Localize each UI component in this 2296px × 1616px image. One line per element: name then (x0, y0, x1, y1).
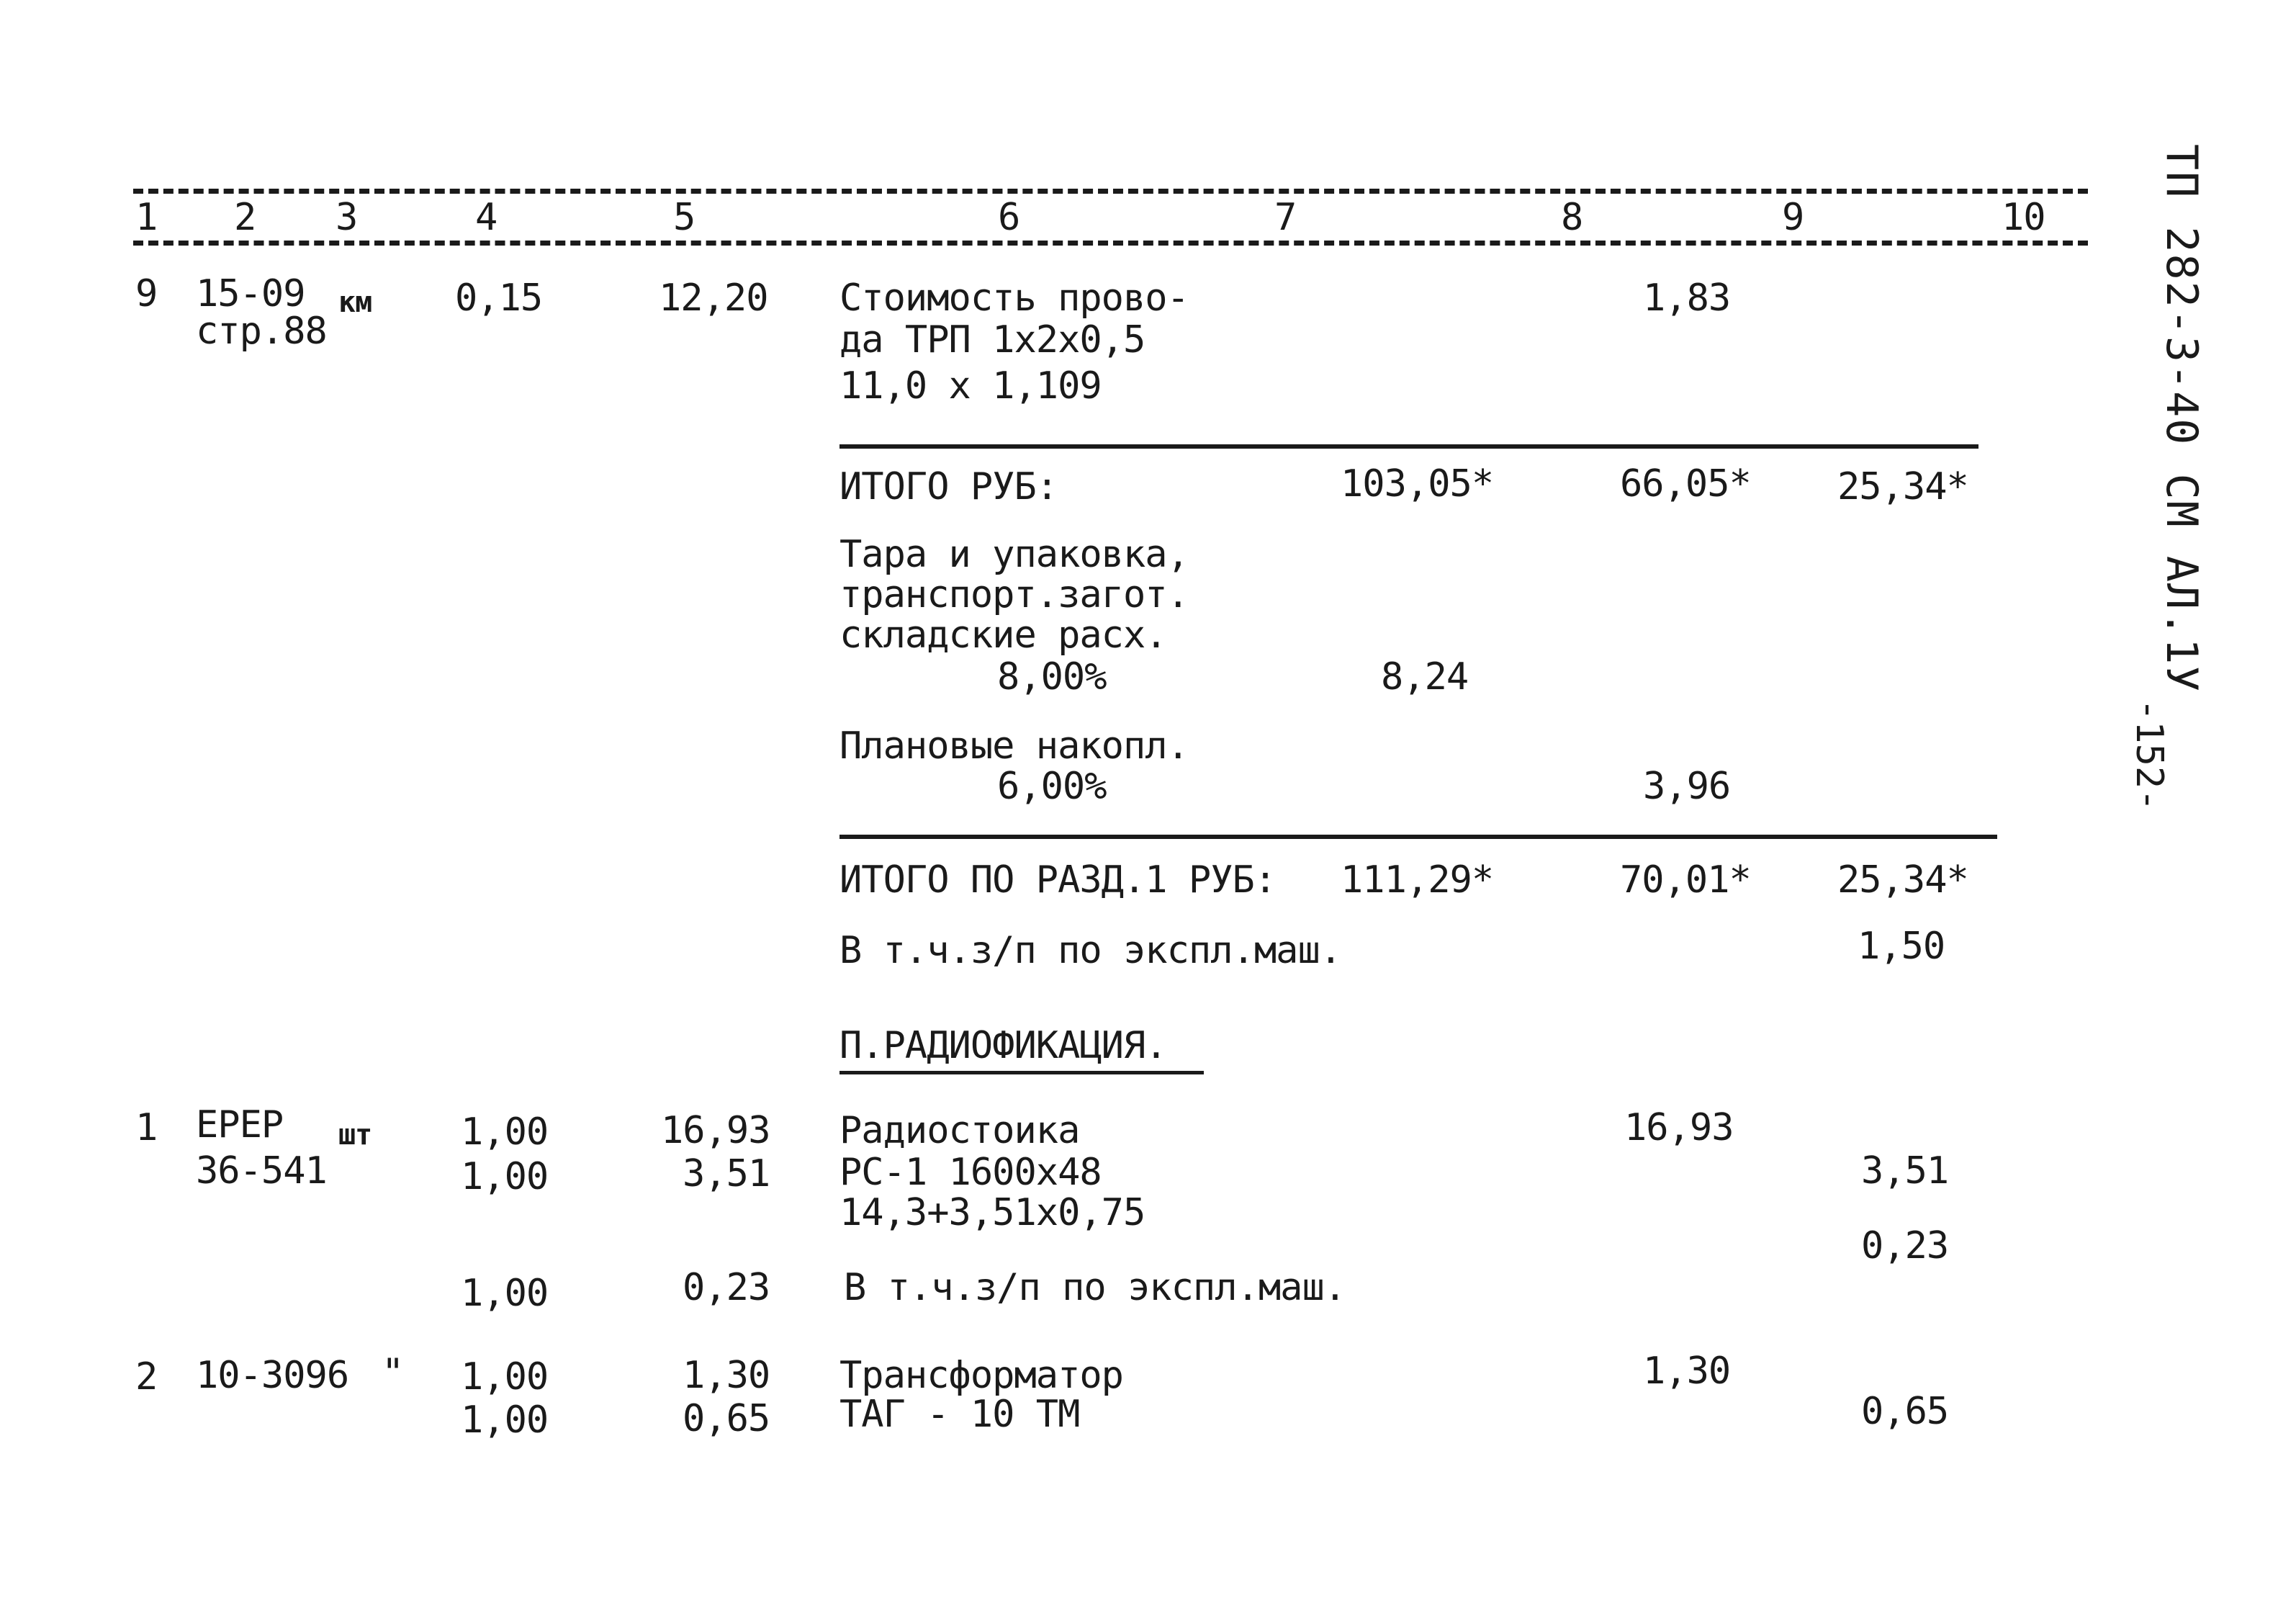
col8-value: 1,83 (1643, 277, 1731, 320)
quantity: 1,00 (461, 1355, 549, 1399)
col8-value: 66,05* (1620, 462, 1751, 506)
quantity: 1,00 (461, 1155, 549, 1198)
row-number: 2 (135, 1355, 158, 1399)
col-header-7: 7 (1274, 196, 1297, 239)
col9-value: 0,23 (1861, 1224, 1949, 1267)
row-number: 1 (135, 1106, 158, 1149)
description-line: Трансформатор (839, 1354, 1123, 1397)
description-line: 11,0 х 1,109 (839, 364, 1102, 408)
unit-price: 16,93 (661, 1109, 770, 1152)
section-title: П.РАДИОФИКАЦИЯ. (839, 1024, 1167, 1067)
description-line: Тара и упаковка, (839, 533, 1189, 576)
norm-code-number: 36-541 (196, 1149, 327, 1193)
description-line: ТАГ - 10 ТМ (839, 1393, 1080, 1436)
description-line: 14,3+3,51х0,75 (839, 1191, 1145, 1234)
norm-code-page: стр.88 (196, 310, 327, 353)
col9-value: 3,51 (1861, 1149, 1949, 1193)
unit-price: 12,20 (659, 277, 768, 320)
col-header-5: 5 (673, 196, 695, 239)
description-line: транспорт.загот. (839, 573, 1189, 616)
unit-price: 3,51 (683, 1152, 770, 1195)
quantity: 1,00 (461, 1110, 549, 1154)
unit-ditto: " (382, 1351, 404, 1394)
quantity: 0,15 (455, 277, 543, 320)
col9-value: 1,50 (1858, 925, 1945, 968)
norm-code: 15-09 (196, 272, 305, 315)
description-line: складские расх. (839, 614, 1167, 657)
col7-value: 8,24 (1381, 655, 1469, 699)
total-label: ИТОГО РУБ: (839, 465, 1058, 508)
quantity: 1,00 (461, 1272, 549, 1315)
col-header-4: 4 (475, 196, 498, 239)
col8-value: 3,96 (1643, 765, 1731, 808)
percent-value: 8,00% (997, 655, 1107, 699)
section-total-label: ИТОГО ПО РАЗД.1 РУБ: (839, 858, 1277, 902)
norm-code: 10-3096 (196, 1354, 349, 1397)
col-header-6: 6 (998, 196, 1020, 239)
col7-value: 111,29* (1341, 858, 1494, 902)
col7-value: 103,05* (1341, 462, 1494, 506)
description-line: Радиостоика (839, 1109, 1080, 1152)
col8-value: 70,01* (1620, 858, 1751, 902)
col-header-1: 1 (135, 196, 158, 239)
col-header-2: 2 (234, 196, 256, 239)
unit: шт (338, 1118, 372, 1152)
section-title-underline (839, 1071, 1204, 1074)
col9-value: 25,34* (1837, 858, 1968, 902)
unit-price: 0,65 (683, 1397, 770, 1440)
section-total-rule (839, 835, 1997, 839)
description-line: РС-1 1600х48 (839, 1151, 1102, 1194)
description-line: Стоимость прово- (839, 277, 1189, 320)
quantity: 1,00 (461, 1399, 549, 1442)
col-header-10: 10 (2002, 196, 2045, 239)
unit-price: 0,23 (683, 1266, 770, 1309)
page-number: -152- (2128, 699, 2171, 812)
document-code: ТП 282-3-40 СМ АЛ.1У (2156, 144, 2207, 693)
subtotal-rule (839, 444, 1978, 449)
col-header-3: 3 (336, 196, 358, 239)
unit: км (338, 286, 372, 319)
header-top-rule (133, 189, 2088, 194)
col9-value: 0,65 (1861, 1390, 1949, 1433)
unit-price: 1,30 (683, 1354, 770, 1397)
col9-value: 25,34* (1837, 465, 1968, 508)
col-header-9: 9 (1782, 196, 1804, 239)
norm-code: ЕРЕР (196, 1103, 284, 1146)
header-bottom-rule (133, 241, 2088, 246)
percent-value: 6,00% (997, 765, 1107, 808)
col8-value: 1,30 (1643, 1350, 1731, 1393)
wages-label: В т.ч.з/п по экспл.маш. (844, 1266, 1346, 1309)
col-header-8: 8 (1561, 196, 1583, 239)
description-line: да ТРП 1х2х0,5 (839, 318, 1145, 362)
col8-value: 16,93 (1624, 1106, 1734, 1149)
row-number: 9 (135, 272, 158, 315)
description-line: Плановые накопл. (839, 724, 1189, 768)
wages-label: В т.ч.з/п по экспл.маш. (839, 929, 1342, 972)
